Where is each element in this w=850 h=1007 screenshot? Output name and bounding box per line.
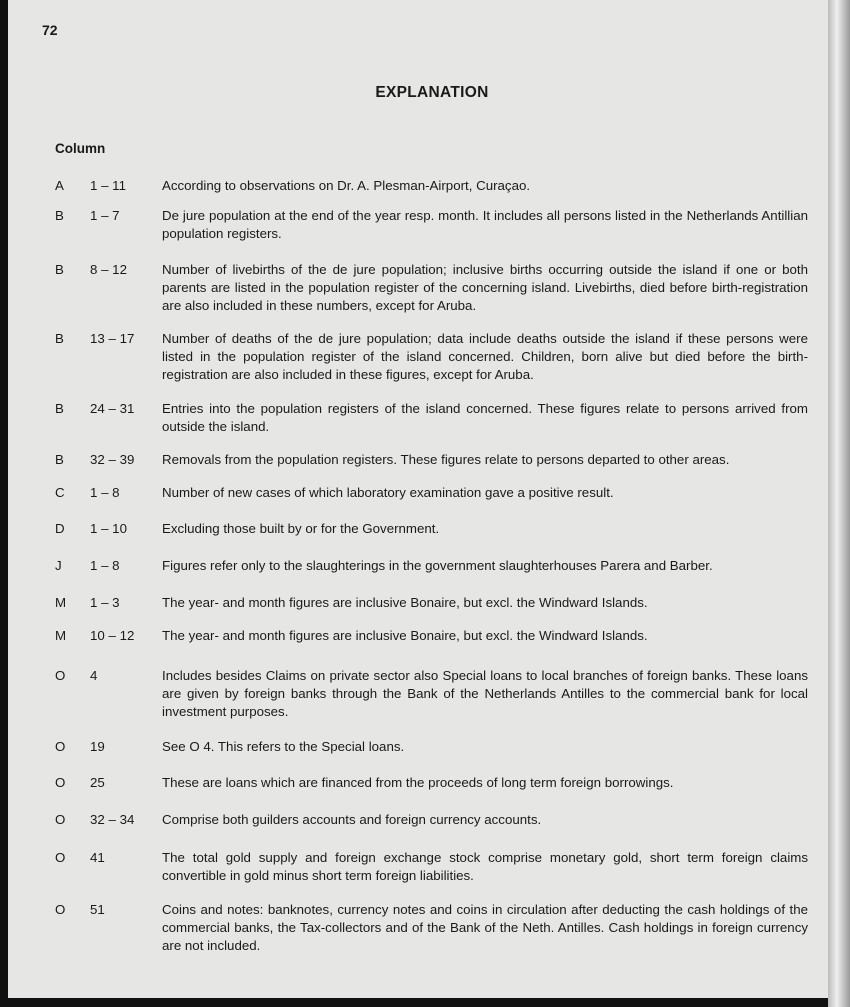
entry-text: Number of deaths of the de jure population; data include deaths outside the island if these persons were listed in the population register of the island concerned. Children, born alive but died before the birth-registration are also included in these figures, except for Aruba. xyxy=(162,331,808,382)
explanation-entry xyxy=(55,849,815,885)
entry-letter: O xyxy=(55,812,66,827)
entry-text: Figures refer only to the slaughterings in the government slaughterhouses Parera and Barber. xyxy=(162,558,713,573)
entry-columns: 1 – 3 xyxy=(90,595,120,610)
entry-text: See O 4. This refers to the Special loans. xyxy=(162,739,405,754)
entry-letter: O xyxy=(55,668,66,683)
entry-columns: 51 xyxy=(90,902,105,917)
explanation-entry xyxy=(55,261,815,315)
entry-columns: 8 – 12 xyxy=(90,262,127,277)
entry-text: The year- and month figures are inclusive Bonaire, but excl. the Windward Islands. xyxy=(162,628,648,643)
entry-text: These are loans which are financed from the proceeds of long term foreign borrowings. xyxy=(162,775,674,790)
entry-columns: 1 – 8 xyxy=(90,558,120,573)
page-title: EXPLANATION xyxy=(375,84,489,101)
entry-columns: 32 – 34 xyxy=(90,812,135,827)
entry-text: Number of livebirths of the de jure population; inclusive births occurring outside the island if one or both parents are listed in the population register of the concerning island. Livebirths, died before birth-registration are also included in these numbers, except for Aruba. xyxy=(162,262,808,313)
explanation-entry xyxy=(55,738,815,756)
entry-letter: J xyxy=(55,558,62,573)
entry-text: Includes besides Claims on private sector also Special loans to local branches of foreign banks. These loans are given by foreign banks through the Bank of the Netherlands Antilles to the commercial bank for local investment purposes. xyxy=(162,668,808,719)
entry-columns: 32 – 39 xyxy=(90,452,135,467)
page-number: 72 xyxy=(42,22,58,38)
entry-columns: 10 – 12 xyxy=(90,628,135,643)
entry-letter: M xyxy=(55,628,67,643)
document-page xyxy=(8,0,831,998)
entry-columns: 1 – 7 xyxy=(90,208,120,223)
entry-text: Number of new cases of which laboratory examination gave a positive result. xyxy=(162,485,614,500)
entry-letter: D xyxy=(55,521,65,536)
entry-letter: B xyxy=(55,452,64,467)
entry-columns: 25 xyxy=(90,775,105,790)
entry-letter: B xyxy=(55,331,64,346)
book-binding-edge xyxy=(828,0,850,1007)
explanation-entry xyxy=(55,484,815,502)
explanation-entry xyxy=(55,811,815,829)
explanation-entry xyxy=(55,207,815,243)
entry-letter: B xyxy=(55,401,64,416)
explanation-entry xyxy=(55,627,815,645)
entry-letter: B xyxy=(55,208,64,223)
entry-letter: O xyxy=(55,902,66,917)
entry-text: De jure population at the end of the year resp. month. It includes all persons listed in the Netherlands Antillian population registers. xyxy=(162,208,808,241)
explanation-entry xyxy=(55,667,815,721)
entry-letter: M xyxy=(55,595,67,610)
entry-text: Comprise both guilders accounts and foreign currency accounts. xyxy=(162,812,542,827)
entry-letter: O xyxy=(55,775,66,790)
entry-columns: 19 xyxy=(90,739,105,754)
entry-columns: 13 – 17 xyxy=(90,331,135,346)
explanation-entry xyxy=(55,774,815,792)
entry-columns: 4 xyxy=(90,668,98,683)
entry-letter: A xyxy=(55,178,64,193)
explanation-entry xyxy=(55,520,815,538)
explanation-entry xyxy=(55,594,815,612)
entry-letter: B xyxy=(55,262,64,277)
entry-letter: C xyxy=(55,485,65,500)
entry-text: Removals from the population registers. These figures relate to persons departed to other areas. xyxy=(162,452,730,467)
entry-text: According to observations on Dr. A. Plesman-Airport, Curaçao. xyxy=(162,178,531,193)
entry-text: Coins and notes: banknotes, currency notes and coins in circulation after deducting the cash holdings of the commercial banks, the Tax-collectors and of the Bank of the Neth. Antilles. Cash holdings in foreign currency are not included. xyxy=(162,902,808,953)
entry-letter: O xyxy=(55,739,66,754)
entry-columns: 1 – 11 xyxy=(90,178,126,193)
explanation-entry xyxy=(55,177,815,195)
entry-letter: O xyxy=(55,850,66,865)
entry-columns: 24 – 31 xyxy=(90,401,135,416)
entry-text: The total gold supply and foreign exchange stock comprise monetary gold, short term foreign claims convertible in gold minus short term foreign liabilities. xyxy=(162,850,808,883)
entry-text: Entries into the population registers of the island concerned. These figures relate to persons arrived from outside the island. xyxy=(162,401,808,434)
explanation-entry xyxy=(55,400,815,436)
column-header: Column xyxy=(55,141,106,156)
entry-columns: 41 xyxy=(90,850,105,865)
entry-columns: 1 – 8 xyxy=(90,485,120,500)
explanation-entry xyxy=(55,451,815,469)
entry-text: Excluding those built by or for the Government. xyxy=(162,521,440,536)
entry-columns: 1 – 10 xyxy=(90,521,127,536)
explanation-entry xyxy=(55,557,815,575)
explanation-entry xyxy=(55,901,815,955)
explanation-entry xyxy=(55,330,815,384)
entry-text: The year- and month figures are inclusive Bonaire, but excl. the Windward Islands. xyxy=(162,595,648,610)
